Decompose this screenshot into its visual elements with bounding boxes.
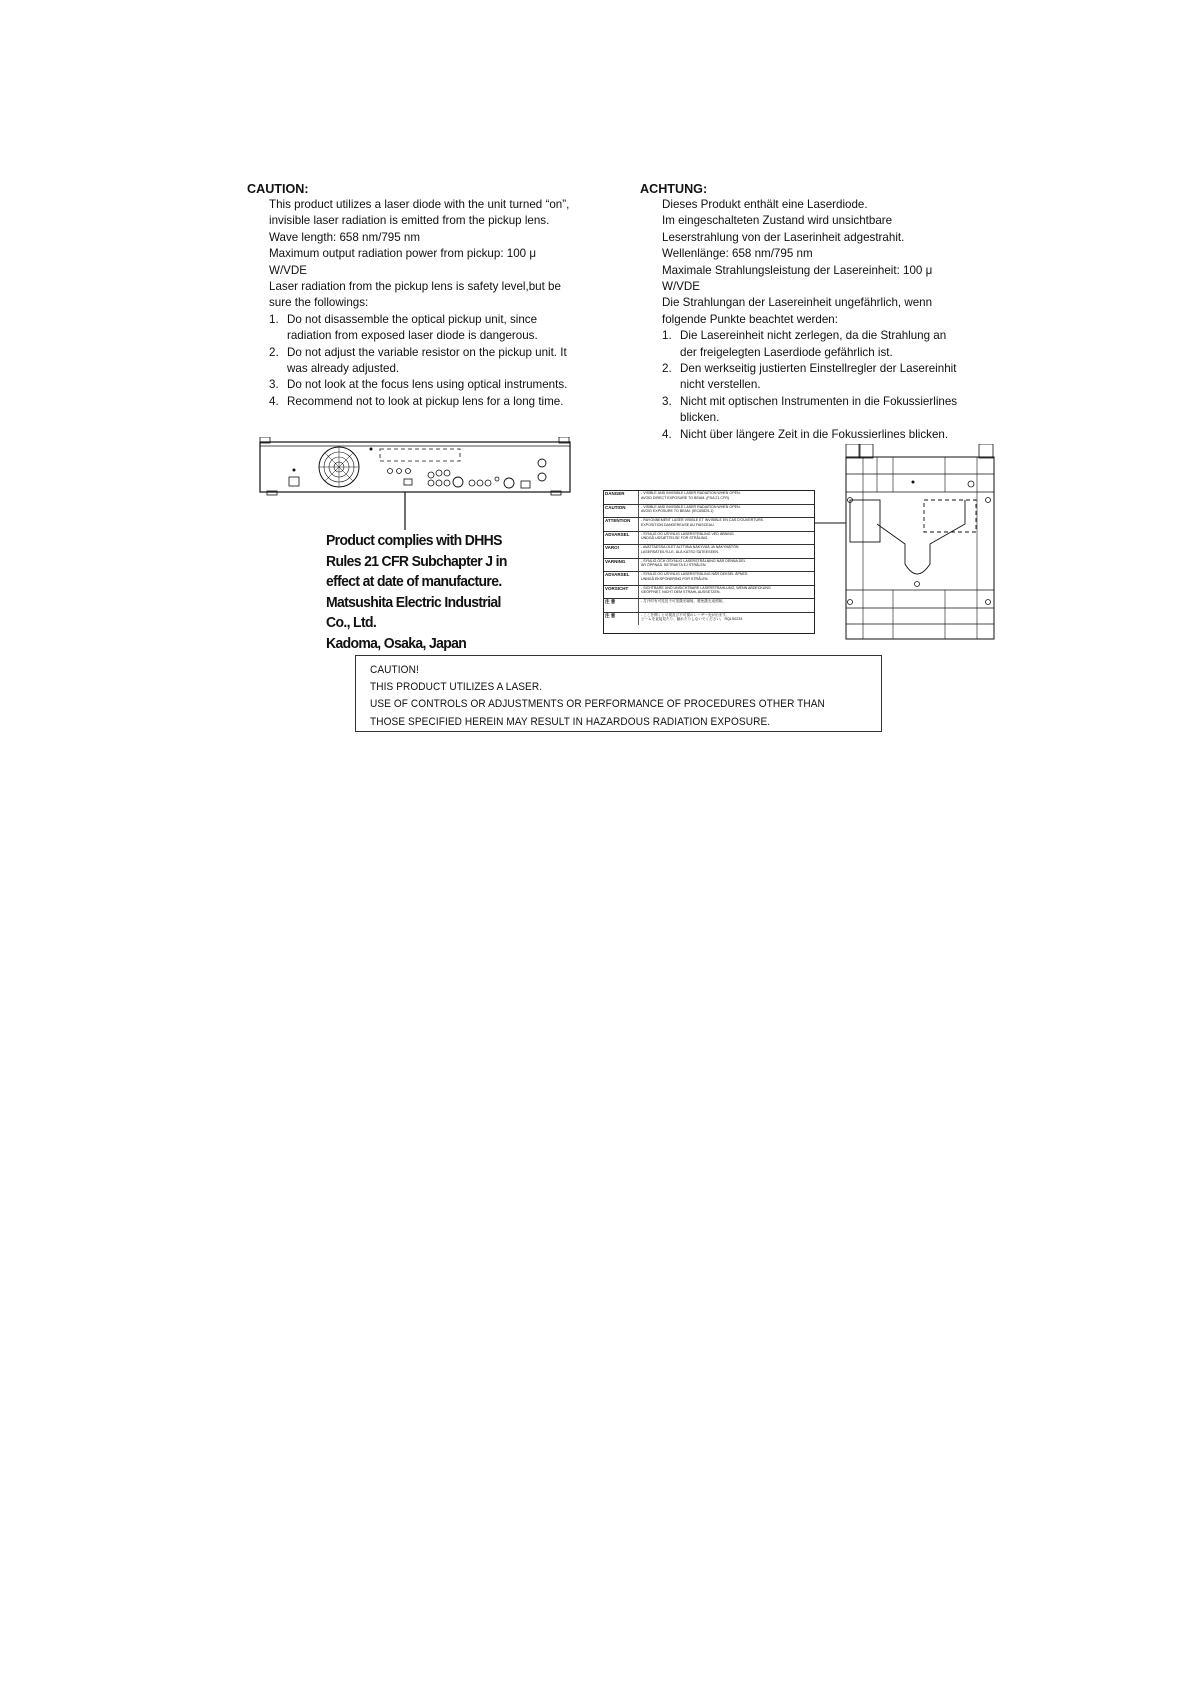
laser-warning-label <box>603 490 815 634</box>
list-number: 3. <box>662 394 672 408</box>
list-number: 1. <box>662 329 672 343</box>
warning-label-text <box>639 599 814 612</box>
caution-english-section <box>247 181 627 410</box>
list-item-text: Recommend not to look at pickup lens for a long time. <box>287 394 564 408</box>
caution-intro-line: sure the followings: <box>269 296 369 310</box>
warning-label-row <box>604 572 814 586</box>
warning-label-text <box>639 491 814 504</box>
warning-label-row <box>604 599 814 613</box>
achtung-list-item <box>662 361 1010 394</box>
caution-box-line: USE OF CONTROLS OR ADJUSTMENTS OR PERFORMANCE OF PROCEDURES OTHER THAN <box>370 698 825 711</box>
caution-heading: CAUTION: <box>247 182 309 196</box>
warning-label-text <box>639 613 814 626</box>
achtung-intro-line: Im eingeschalteten Zustand wird unsichtbare <box>662 214 893 228</box>
warning-label-key: CAUTION <box>604 505 639 518</box>
warning-label-row <box>604 613 814 626</box>
list-item-text: radiation from exposed laser diode is dangerous. <box>287 329 538 343</box>
compliance-line: Rules 21 CFR Subchapter J in <box>326 552 507 570</box>
warning-label-key: VARO! <box>604 545 639 558</box>
warning-label-key: ADVARSEL <box>604 532 639 545</box>
compliance-line: effect at date of manufacture. <box>326 573 502 591</box>
caution-box-line: CAUTION! <box>370 664 419 676</box>
list-item-text: blicken. <box>680 411 720 425</box>
list-number: 4. <box>269 394 279 408</box>
caution-list-item <box>269 345 627 378</box>
warning-label-text <box>639 518 814 531</box>
warning-label-line: AVOID DIRECT EXPOSURE TO BEAM. (FDA 21 CFR) <box>641 495 729 500</box>
list-item-text: Do not adjust the variable resistor on the pickup unit. It <box>287 345 567 359</box>
warning-label-line: - VISIBLE AND INVISIBLE LASER RADIATION WHEN OPEN. <box>641 504 741 509</box>
warning-label-line: - 打开时有可见及不可见激光辐射。避免激光束照射。 <box>641 599 726 603</box>
warning-label-row <box>604 491 814 505</box>
warning-label-text <box>639 532 814 545</box>
warning-label-line: - SYNLIG OG USYNLIG LASERSTRÅLING NÅR DEKSEL ÅPNES. <box>641 572 749 576</box>
achtung-list-item <box>662 328 1010 361</box>
list-item-text: Die Lasereinheit nicht zerlegen, da die Strahlung an <box>680 329 947 343</box>
compliance-line: Matsushita Electric Industrial <box>326 593 501 611</box>
compliance-line: Co., Ltd. <box>326 614 377 632</box>
list-number: 1. <box>269 312 279 326</box>
warning-label-line: - RAYONNEMENT LASER VISIBLE ET INVISIBLE EN CAS D'OUVERTURE. <box>641 518 765 522</box>
list-number: 2. <box>662 362 672 376</box>
warning-label-line: - ここを開くと可視及び不可視のレーザー光が出ます。 <box>641 612 730 617</box>
caution-list <box>247 312 627 410</box>
caution-intro-line: Laser radiation from the pickup lens is safety level,but be <box>269 280 561 294</box>
rear-panel-diagram <box>259 437 571 497</box>
warning-label-line: EXPOSITION DANGEREUSE AU FAISCEAU. <box>641 522 715 527</box>
compliance-line: Kadoma, Osaka, Japan <box>326 634 467 652</box>
caution-box-line: THOSE SPECIFIED HEREIN MAY RESULT IN HAZARDOUS RADIATION EXPOSURE. <box>370 715 771 728</box>
warning-label-row <box>604 505 814 519</box>
warning-label-text <box>639 559 814 572</box>
warning-label-row <box>604 559 814 573</box>
achtung-intro-line: folgende Punkte beachtet werden: <box>662 312 838 326</box>
warning-label-line: - VISIBLE AND INVISIBLE LASER RADIATION WHEN OPEN. <box>641 491 741 495</box>
warning-label-line: GEÖFFNET. NICHT DEM STRAHL AUSSETZEN. <box>641 590 721 595</box>
achtung-intro-line: Die Strahlungan der Lasereinheit ungefährlich, wenn <box>662 296 933 310</box>
warning-label-row <box>604 586 814 600</box>
achtung-heading: ACHTUNG: <box>640 182 708 196</box>
top-view-diagram <box>845 444 995 647</box>
list-item-text: nicht verstellen. <box>680 378 761 392</box>
caution-intro-line: invisible laser radiation is emitted from the pickup lens. <box>269 214 550 228</box>
caution-list-item <box>269 377 627 393</box>
achtung-list-item <box>662 427 1010 443</box>
achtung-intro-line: Leserstrahlung von der Laserinheit adgestrahit. <box>662 230 905 244</box>
warning-label-key: ATTENTION <box>604 518 639 531</box>
achtung-list <box>640 328 1010 443</box>
list-number: 4. <box>662 427 672 441</box>
list-item-text: Nicht mit optischen Instrumenten in die Fokussierlines <box>680 394 958 408</box>
warning-label-line: - SICHTBARE UND UNSICHTBARE LASERSTRAHLUNG, WENN ABDECKUNG <box>641 585 771 590</box>
list-item-text: Nicht über längere Zeit in die Fokussierlines blicken. <box>680 427 949 441</box>
warning-label-key: VORSICHT <box>604 586 639 599</box>
caution-intro-line: W/VDE <box>269 263 308 277</box>
caution-intro-line: This product utilizes a laser diode with the unit turned “on”, <box>269 198 570 211</box>
caution-box-line: THIS PRODUCT UTILIZES A LASER. <box>370 681 543 694</box>
warning-label-line: - AVATTAESSA OLET ALTTIINA NÄKYVÄÄ JA NÄKYMÄTÖN <box>641 545 739 549</box>
warning-label-line: LASERSÄTEILYLLE. ÄLÄ KATSO SÄTEESEEN. <box>641 549 719 554</box>
achtung-intro-line: W/VDE <box>662 280 701 294</box>
list-number: 3. <box>269 378 279 392</box>
achtung-intro-line: Dieses Produkt enthält eine Laserdiode. <box>662 198 868 211</box>
warning-label-line: ÄR ÖPPNAD. BETRAKTA EJ STRÅLEN. <box>641 563 707 568</box>
achtung-intro-line: Maximale Strahlungsleistung der Lasereinheit: 100 μ <box>662 263 933 277</box>
list-item-text: der freigelegten Laserdiode gefährlich ist. <box>680 345 893 359</box>
dhhs-compliance-statement <box>326 531 507 655</box>
warning-label-text <box>639 572 814 585</box>
warning-label-key: 注 意 <box>604 599 639 612</box>
warning-label-line: ビームを直接見たり、触れたりしないでください。 RQLS0233 <box>641 617 743 622</box>
caution-list-item <box>269 312 627 345</box>
warning-label-line: - SYNLIG OG USYNLIG LASERSTRÅLING VED ÅBNING. <box>641 531 735 536</box>
warning-label-key: ADVARSEL <box>604 572 639 585</box>
warning-label-row <box>604 545 814 559</box>
caution-german-section <box>640 181 1010 443</box>
list-number: 2. <box>269 345 279 359</box>
achtung-list-item <box>662 394 1010 427</box>
warning-label-line: UNDGÅ UDSÆTTELSE FOR STRÅLING. <box>641 536 709 541</box>
compliance-line: Product complies with DHHS <box>326 532 502 549</box>
caution-intro-line: Wave length: 658 nm/795 nm <box>269 230 421 244</box>
list-item-text: Den werkseitig justierten Einstellregler der Lasereinhit <box>680 362 957 376</box>
warning-label-key: 注 意 <box>604 613 639 626</box>
list-item-text: Do not look at the focus lens using optical instruments. <box>287 378 568 392</box>
list-item-text: Do not disassemble the optical pickup unit, since <box>287 312 538 326</box>
warning-label-line: - SYNLIG OCH OSYNLIG LASERSTRÅLNING NÄR DENNA DEL <box>641 558 746 563</box>
warning-label-line: AVOID EXPOSURE TO BEAM. (IEC60825-1) <box>641 509 714 514</box>
warning-label-key: DANGER <box>604 491 639 504</box>
list-item-text: was already adjusted. <box>287 362 400 376</box>
caution-list-item <box>269 394 627 410</box>
warning-label-row <box>604 518 814 532</box>
warning-label-text <box>639 586 814 599</box>
caution-intro-line: Maximum output radiation power from pickup: 100 μ <box>269 247 537 261</box>
warning-label-text <box>639 545 814 558</box>
achtung-intro-line: Wellenlänge: 658 nm/795 nm <box>662 247 813 261</box>
warning-label-key: VARNING <box>604 559 639 572</box>
laser-caution-box <box>355 655 882 732</box>
warning-label-text <box>639 505 814 518</box>
warning-label-row <box>604 532 814 546</box>
warning-label-line: UNNGÅ EKSPONERING FOR STRÅLEN. <box>641 576 709 581</box>
